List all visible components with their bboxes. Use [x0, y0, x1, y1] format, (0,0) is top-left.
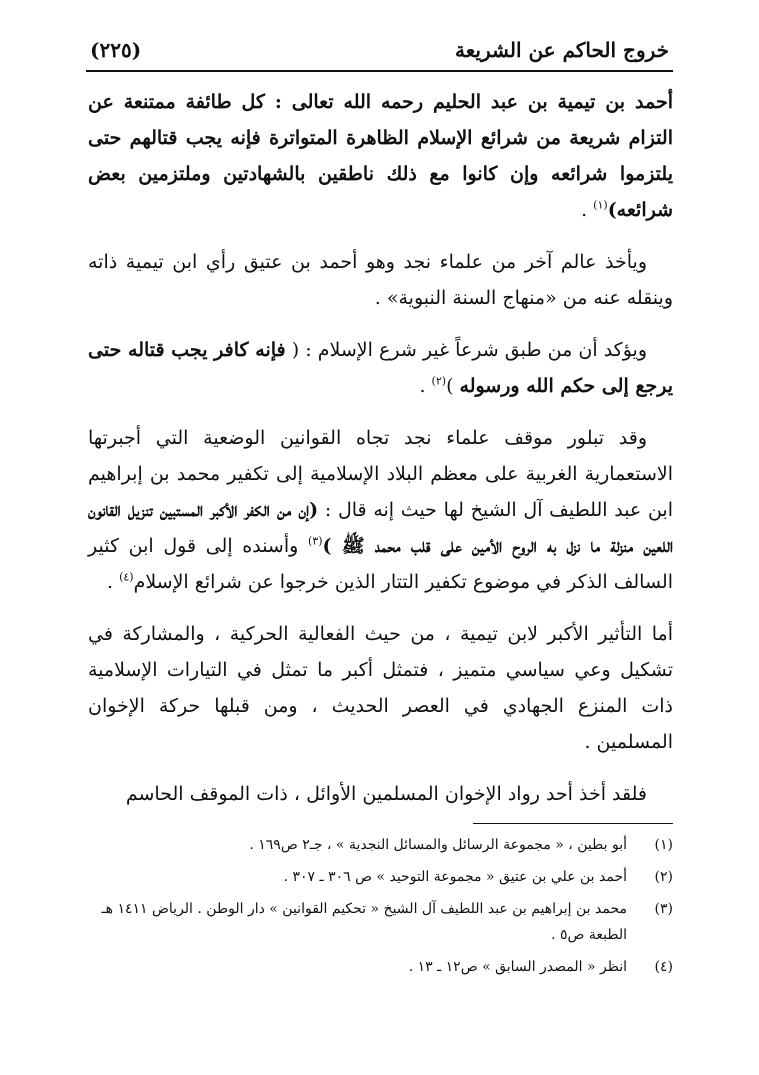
footnotes — [88, 832, 673, 986]
paragraph-4-continuation: وأسنده إلى قول ابن كثير السالف الذكر في موضوع تكفير التتار الذين خرجوا عن شرائع الإسلام — [88, 535, 673, 593]
paragraph-5: أما التأثير الأكبر لابن تيمية ، من حيث الفعالية الحركية ، والمشاركة في تشكيل وعي سياسي متميز ، فتمثل أكبر ما تمثل في التيارات الإسلامية ذات المنزع الجهادي في العصر الحديث ، ومن قبلها حركة الإخوان المسلمين . — [88, 623, 673, 753]
paragraph-6: فلقد أخذ أحد رواد الإخوان المسلمين الأوائل ، ذات الموقف الحاسم — [125, 783, 647, 805]
footnote-ref-1: (١) — [593, 198, 608, 212]
footnote-number: (١) — [654, 837, 673, 853]
paragraph-3-close: ) — [446, 375, 460, 397]
footnote-number: (٣) — [654, 901, 673, 917]
footnote-ref-2: (٢) — [431, 374, 447, 388]
paragraph-1 — [88, 84, 673, 228]
footnote-item — [88, 896, 673, 948]
paragraph-4-lead: وقد تبلور موقف علماء نجد تجاه القوانين الوضعية التي أجبرتها الاستعمارية الغربية على معظم البلاد الإسلامية إلى تكفير محمد بن إبراهيم ابن عبد اللطيف آل الشيخ لها حيث إنه قال : — [88, 427, 673, 521]
footnote-text: أحمد بن علي بن عتيق « مجموعة التوحيد » ص ٣٠٦ ـ ٣٠٧ . — [283, 869, 627, 885]
footnote-item — [88, 954, 673, 980]
page-number: (٢٢٥) — [90, 38, 142, 62]
paragraph-4 — [88, 420, 673, 600]
footnote-ref-3: (٣) — [307, 534, 323, 548]
quote-kafir: فإنه كافر يجب قتاله حتى يرجع إلى حكم الله ورسوله — [88, 339, 673, 397]
footnote-item — [88, 832, 673, 858]
paragraph-3-lead: ويؤكد أن من طبق شرعاً غير شرع الإسلام : ( — [285, 339, 648, 361]
paragraph-2: ويأخذ عالم آخر من علماء نجد وهو أحمد بن عتيق رأي ابن تيمية ذاته وينقله عنه من «منهاج السنة النبوية» . — [88, 251, 673, 309]
footnote-divider — [473, 823, 673, 824]
paragraph-4-end: . — [106, 571, 120, 593]
footnote-text: انظر « المصدر السابق » ص١٢ ـ ١٣ . — [408, 959, 627, 975]
footnote-number: (٤) — [654, 959, 673, 975]
footnote-number: (٢) — [654, 869, 673, 885]
running-title: خروج الحاكم عن الشريعة — [455, 38, 669, 62]
paragraph-3-end: . — [419, 375, 432, 397]
quote-ibn-taymiyya: أحمد بن تيمية بن عبد الحليم رحمه الله تعالى : كل طائفة ممتنعة عن التزام شريعة من شرائع الإسلام الظاهرة المتواترة فإنه يجب قتالهم حتى يلتزموا شرائعه وإن كانوا مع ذلك ناطقين بالشهادتين وملتزمين بعض شرائعه) — [88, 91, 673, 221]
paragraph-1-end: . — [581, 199, 594, 221]
quote-al-sheikh: (إن من الكفر الأكبر المستبين تنزيل القانون اللعين منزلة ما نزل به الروح الأمين على قلب محمد ﷺ ) — [88, 499, 674, 557]
footnote-text: محمد بن إبراهيم بن عبد اللطيف آل الشيخ « تحكيم القوانين » دار الوطن . الرياض ١٤١١ هـ الطبعة ص٥ . — [101, 901, 627, 943]
page-header — [90, 28, 669, 68]
footnote-text: أبو بطين ، « مجموعة الرسائل والمسائل النجدية » ، جـ٢ ص١٦٩ . — [249, 837, 627, 853]
footnote-ref-4: (٤) — [119, 570, 134, 584]
header-divider — [86, 70, 673, 72]
main-text — [88, 84, 673, 828]
paragraph-3 — [88, 332, 673, 404]
footnote-item — [88, 864, 673, 890]
